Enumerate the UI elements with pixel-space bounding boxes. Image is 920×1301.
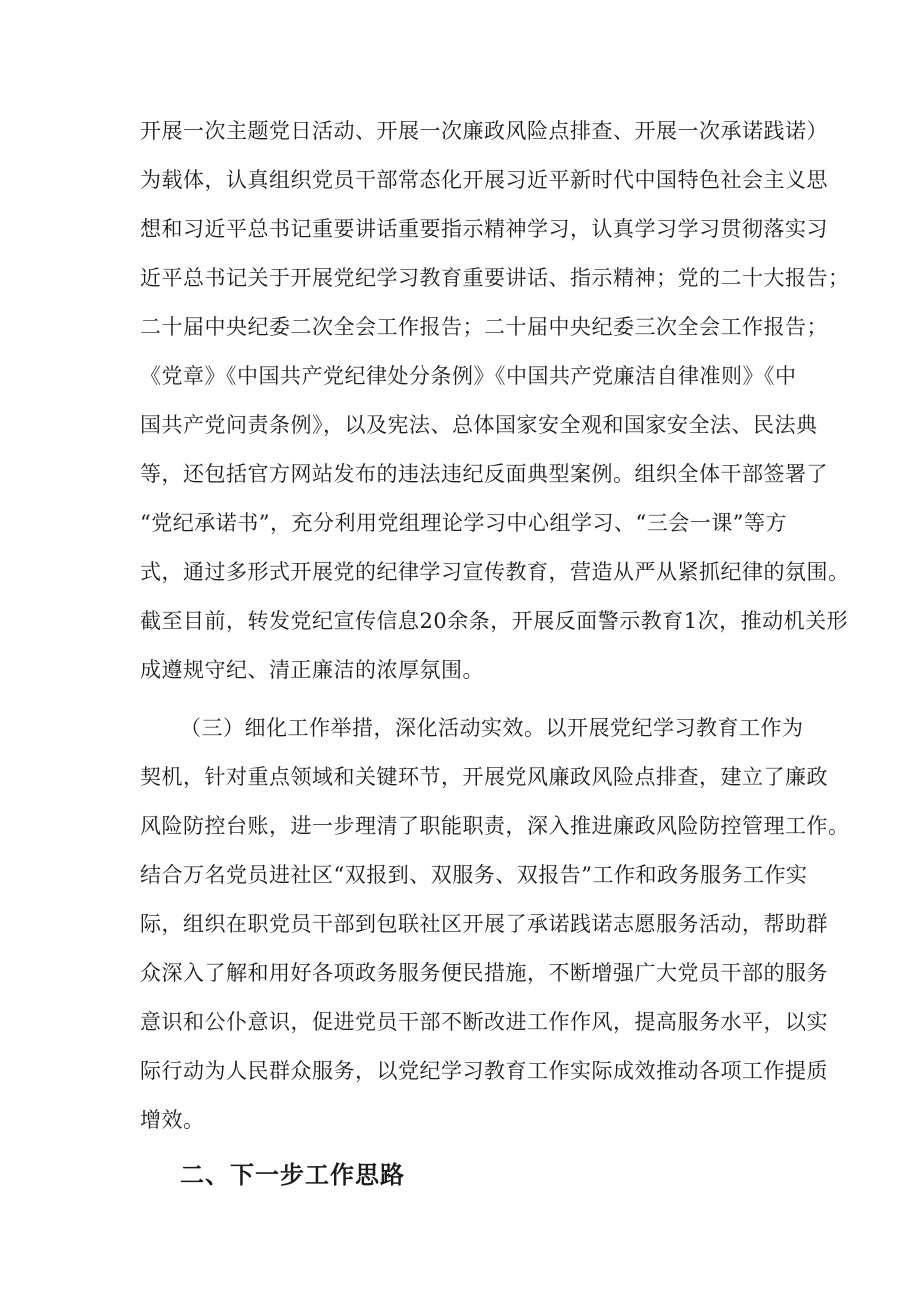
para2-line-1: （三）细化工作举措，深化活动实效。以开展党纪学习教育工作为 — [180, 716, 804, 740]
para2-line-6: 众深入了解和用好各项政务服务便民措施，不断增强广大党员干部的服务 — [140, 961, 828, 985]
para2-line-7: 意识和公仆意识，促进党员干部不断改进工作作风，提高服务水平，以实 — [140, 1010, 828, 1034]
para1-line-9: “党纪承诺书”，充分利用党组理论学习中心组学习、“三会一课”等方 — [140, 511, 787, 535]
para2-line-4: 结合万名党员进社区“双报到、双服务、双报告”工作和政务服务工作实 — [140, 863, 808, 887]
para1-line-5: 二十届中央纪委二次全会工作报告；二十届中央纪委三次全会工作报告； — [140, 315, 828, 339]
para2-line-5: 际，组织在职党员干部到包联社区开展了承诺践诺志愿服务活动，帮助群 — [140, 912, 828, 936]
para1-line-1: 开展一次主题党日活动、开展一次廉政风险点排查、开展一次承诺践诺） — [140, 119, 828, 143]
para1-line-10: 式，通过多形式开展党的纪律学习宣传教育，营造从严从紧抓纪律的氛围。 — [140, 560, 850, 584]
para2-line-9: 增效。 — [140, 1108, 205, 1132]
para1-line-12: 成遵规守纪、清正廉洁的浓厚氛围。 — [140, 658, 484, 682]
para1-line-11: 截至目前，转发党纪宣传信息20余条，开展反面警示教育1次，推动机关形 — [140, 609, 849, 633]
para1-line-8: 等，还包括官方网站发布的违法违纪反面典型案例。组织全体干部签署了 — [140, 462, 828, 486]
para1-line-2: 为载体，认真组织党员干部常态化开展习近平新时代中国特色社会主义思 — [140, 168, 828, 192]
para1-line-6: 《党章》《中国共产党纪律处分条例》《中国共产党廉洁自律准则》《中 — [140, 364, 797, 388]
para1-line-3: 想和习近平总书记重要讲话重要指示精神学习，认真学习学习贯彻落实习 — [140, 217, 828, 241]
para1-line-4: 近平总书记关于开展党纪学习教育重要讲话、指示精神；党的二十大报告； — [140, 266, 850, 290]
para2-line-2: 契机，针对重点领域和关键环节，开展党风廉政风险点排查，建立了廉政 — [140, 765, 828, 789]
para1-line-7: 国共产党问责条例》，以及宪法、总体国家安全观和国家安全法、民法典 — [140, 413, 818, 437]
section-heading: 二、下一步工作思路 — [180, 1161, 405, 1189]
para2-line-8: 际行动为人民群众服务，以党纪学习教育工作实际成效推动各项工作提质 — [140, 1059, 828, 1083]
para2-line-3: 风险防控台账，进一步理清了职能职责，深入推进廉政风险防控管理工作。 — [140, 814, 850, 838]
